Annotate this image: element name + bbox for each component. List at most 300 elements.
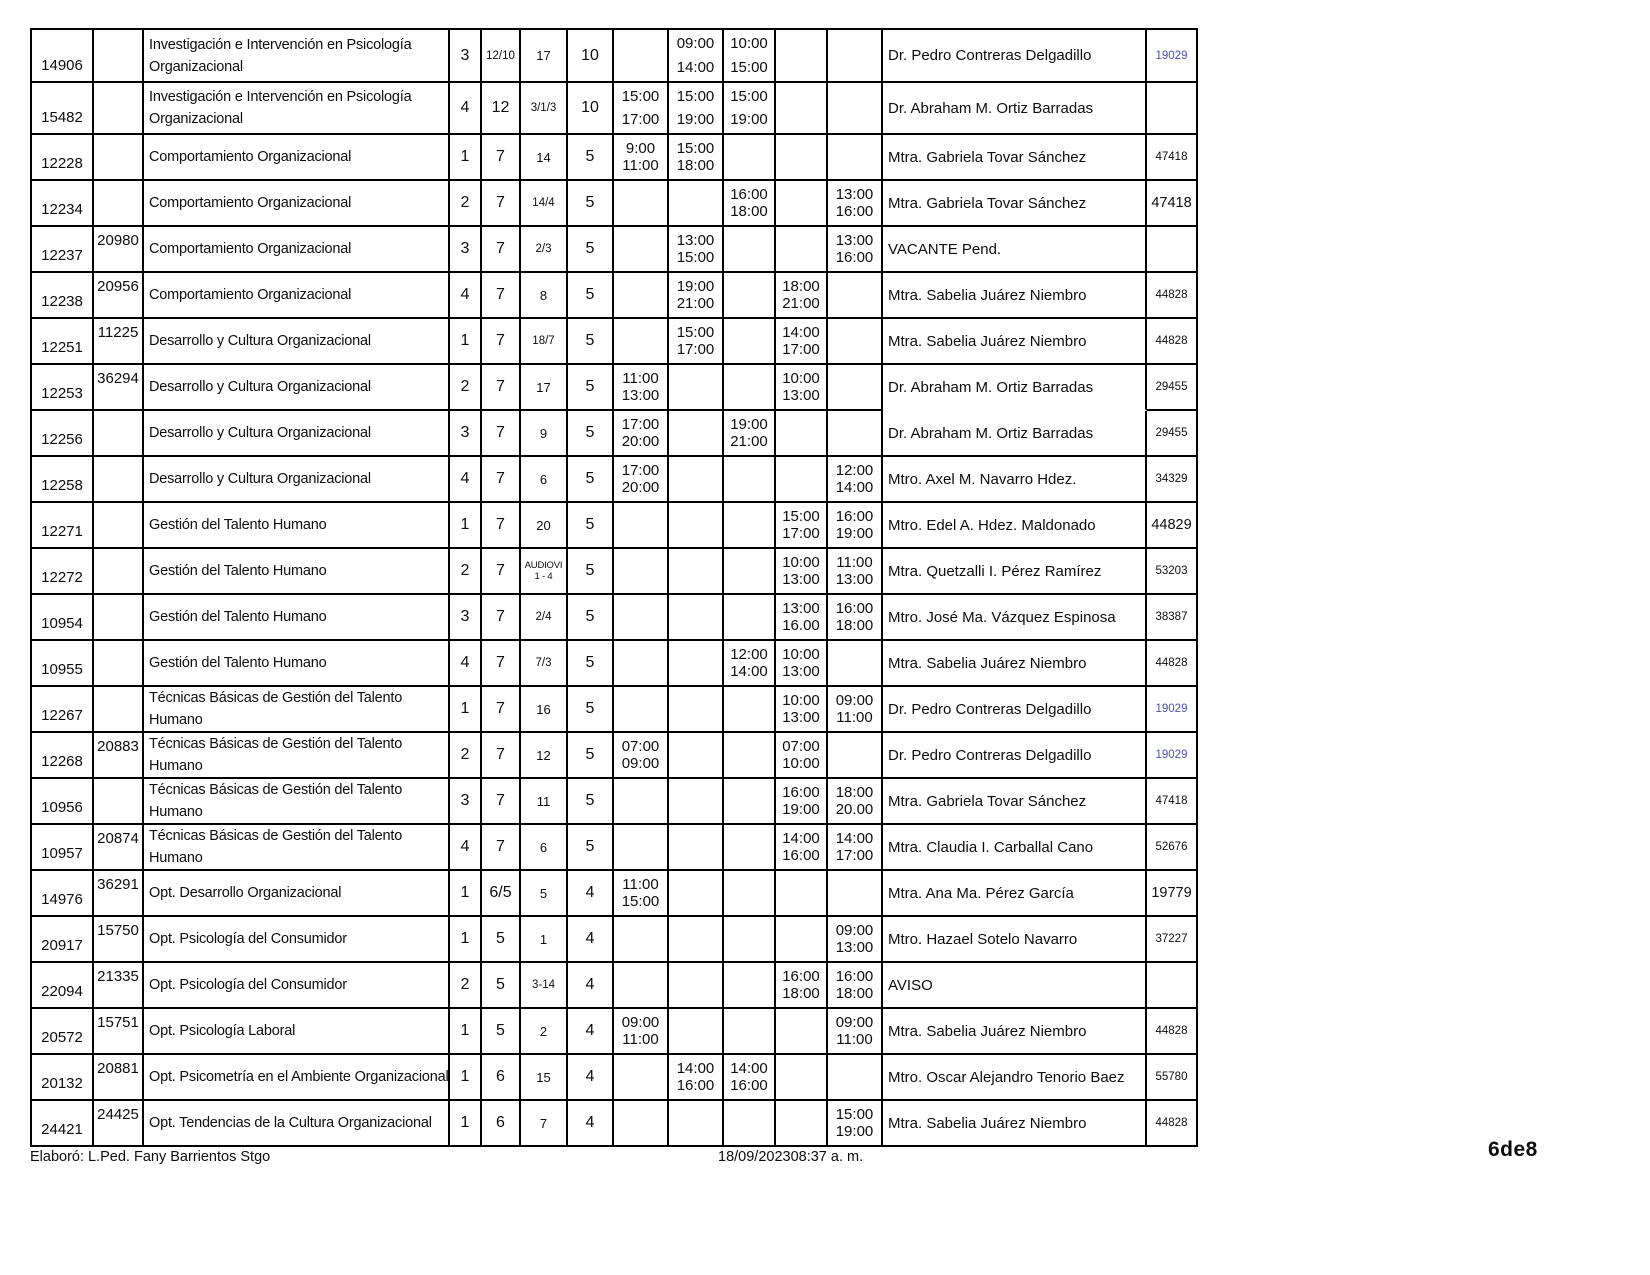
room-line: AUDIOVI [524,560,563,571]
day5-times-cell [828,83,883,135]
day2-times-cell [669,181,724,227]
day2-times-cell [669,733,724,779]
professor-cell: AVISO [883,963,1147,1009]
professor-cell: Mtra. Gabriela Tovar Sánchez [883,181,1147,227]
start-time: 15:00 [676,140,715,157]
employee-id-cell: 47418 [1147,779,1198,825]
professor-cell: Dr. Abraham M. Ortiz Barradas [883,365,1147,411]
schedule-row [32,83,1198,135]
day4-times-cell [776,871,828,917]
schedule-row [32,227,1198,273]
credits-cell: 5 [568,733,614,779]
professor-cell: Dr. Pedro Contreras Delgadillo [883,733,1147,779]
course-code-cell: 12256 [32,411,94,457]
day4-times-cell [776,595,828,641]
professor-cell: Mtra. Gabriela Tovar Sánchez [883,135,1147,181]
course-name-line: Técnicas Básicas de Gestión del Talento [149,690,403,706]
professor-cell: Mtra. Quetzalli I. Pérez Ramírez [883,549,1147,595]
day3-times-cell [724,83,776,135]
employee-id-cell: 44829 [1147,503,1198,549]
credits-cell: 5 [568,227,614,273]
employee-id-cell: 19029 [1147,687,1198,733]
course-name-cell [144,83,450,135]
end-time: 19:00 [730,111,768,128]
day5-times-cell [828,963,883,1009]
day3-times-cell [724,779,776,825]
credits-cell: 5 [568,687,614,733]
group-cell: 4 [450,825,482,871]
day2-times-cell [669,411,724,457]
course-name-line: Humano [149,850,203,866]
semester-cell: 6 [482,1101,521,1147]
semester-cell: 7 [482,779,521,825]
day4-times-cell [776,503,828,549]
credits-cell: 4 [568,1009,614,1055]
day5-times-cell [828,227,883,273]
course-name-cell [144,687,450,733]
secondary-code-cell [94,779,144,825]
schedule-row [32,365,1198,411]
start-time: 07:00 [621,738,660,755]
course-name-cell: Opt. Psicología del Consumidor [144,917,450,963]
employee-id-cell: 37227 [1147,917,1198,963]
employee-id-cell: 44828 [1147,273,1198,319]
end-time: 11:00 [622,1031,659,1048]
end-time: 18:00 [835,617,874,634]
room-cell: 15 [521,1055,568,1101]
schedule-row [32,917,1198,963]
end-time: 19:00 [676,111,715,128]
day3-times-cell [724,733,776,779]
end-time: 14:00 [676,59,715,76]
day4-times-cell [776,825,828,871]
course-name-cell [144,733,450,779]
secondary-code-cell [94,457,144,503]
day3-times-cell [724,917,776,963]
course-name-cell: Desarrollo y Cultura Organizacional [144,319,450,365]
day1-times-cell [614,1009,669,1055]
course-name-cell: Gestión del Talento Humano [144,503,450,549]
day1-times-cell [614,1055,669,1101]
day5-times-cell [828,549,883,595]
start-time: 15:00 [782,508,820,525]
professor-cell: VACANTE Pend. [883,227,1147,273]
end-time: 18:00 [782,985,820,1002]
start-time: 14:00 [835,830,874,847]
semester-cell: 6/5 [482,871,521,917]
day4-times-cell [776,779,828,825]
secondary-code-cell: 36291 [94,871,144,917]
secondary-code-cell: 20881 [94,1055,144,1101]
course-name-line: Técnicas Básicas de Gestión del Talento [149,736,403,752]
room-cell: 3-14 [521,963,568,1009]
day1-times-cell [614,963,669,1009]
employee-id-cell: 19779 [1147,871,1198,917]
start-time: 10:00 [782,554,820,571]
day1-times-cell [614,503,669,549]
schedule-row [32,319,1198,365]
start-time: 18:00 [782,278,820,295]
employee-id-cell: 34329 [1147,457,1198,503]
day3-times-cell [724,227,776,273]
group-cell: 1 [450,135,482,181]
course-name-cell: Opt. Psicología del Consumidor [144,963,450,1009]
day3-times-cell [724,273,776,319]
employee-id-cell: 19029 [1147,733,1198,779]
course-name-cell: Comportamiento Organizacional [144,135,450,181]
day2-times-cell [669,779,724,825]
secondary-code-cell [94,503,144,549]
end-time: 17:00 [782,525,820,542]
end-time: 15:00 [730,59,768,76]
semester-cell: 7 [482,411,521,457]
credits-cell: 4 [568,1101,614,1147]
day5-times-cell [828,871,883,917]
start-time: 10:00 [782,646,820,663]
room-line: 1 - 4 [534,571,553,582]
start-time: 15:00 [730,88,768,105]
group-cell: 1 [450,1101,482,1147]
group-cell: 2 [450,181,482,227]
day1-times-cell [614,411,669,457]
course-code-cell: 12234 [32,181,94,227]
room-cell: 12 [521,733,568,779]
employee-id-cell: 47418 [1147,181,1198,227]
credits-cell: 5 [568,457,614,503]
professor-cell: Dr. Abraham M. Ortiz Barradas [883,83,1147,135]
day3-times-cell [724,641,776,687]
schedule-row [32,549,1198,595]
day4-times-cell [776,30,828,83]
end-time: 16:00 [835,249,874,266]
day2-times-cell [669,871,724,917]
semester-cell: 7 [482,641,521,687]
credits-cell: 4 [568,871,614,917]
group-cell: 1 [450,503,482,549]
professor-cell: Mtro. José Ma. Vázquez Espinosa [883,595,1147,641]
course-name-cell: Gestión del Talento Humano [144,641,450,687]
credits-cell: 5 [568,365,614,411]
schedule-row [32,963,1198,1009]
course-name-line: Investigación e Intervención en Psicología [149,89,412,105]
semester-cell: 7 [482,549,521,595]
semester-cell: 7 [482,319,521,365]
day4-times-cell [776,1101,828,1147]
schedule-table [30,28,1198,1147]
employee-id-cell: 44828 [1147,1009,1198,1055]
schedule-row [32,181,1198,227]
employee-id-cell: 52676 [1147,825,1198,871]
schedule-row [32,871,1198,917]
semester-cell: 7 [482,457,521,503]
group-cell: 4 [450,83,482,135]
schedule-row [32,1101,1198,1147]
group-cell: 4 [450,641,482,687]
course-code-cell: 12272 [32,549,94,595]
room-cell: 11 [521,779,568,825]
employee-id-cell: 47418 [1147,135,1198,181]
course-code-cell: 12267 [32,687,94,733]
semester-cell: 6 [482,1055,521,1101]
room-cell: 9 [521,411,568,457]
schedule-row [32,1009,1198,1055]
semester-cell: 5 [482,963,521,1009]
start-time: 16:00 [782,968,820,985]
credits-cell: 5 [568,181,614,227]
employee-id-cell: 38387 [1147,595,1198,641]
day1-times-cell [614,135,669,181]
day3-times-cell [724,135,776,181]
day3-times-cell [724,1101,776,1147]
schedule-row [32,411,1198,457]
course-code-cell: 10956 [32,779,94,825]
group-cell: 1 [450,917,482,963]
day5-times-cell [828,733,883,779]
group-cell: 4 [450,457,482,503]
secondary-code-cell [94,83,144,135]
day5-times-cell [828,1055,883,1101]
start-time: 16:00 [835,600,874,617]
end-time: 18:00 [676,157,715,174]
course-name-cell [144,30,450,83]
start-time: 09:00 [835,1014,874,1031]
day1-times-cell [614,825,669,871]
day4-times-cell [776,549,828,595]
page-number: 6de8 [1488,1138,1538,1161]
group-cell: 3 [450,779,482,825]
day3-times-cell [724,871,776,917]
day4-times-cell [776,273,828,319]
day1-times-cell [614,871,669,917]
end-time: 13:00 [621,387,660,404]
secondary-code-cell: 20874 [94,825,144,871]
end-time: 15:00 [621,893,660,910]
employee-id-cell: 29455 [1147,365,1198,411]
professor-cell: Mtra. Sabelia Juárez Niembro [883,1101,1147,1147]
secondary-code-cell [94,595,144,641]
day4-times-cell [776,1009,828,1055]
start-time: 15:00 [835,1106,874,1123]
course-code-cell: 12237 [32,227,94,273]
day5-times-cell [828,273,883,319]
schedule-row [32,1055,1198,1101]
employee-id-cell: 53203 [1147,549,1198,595]
start-time: 19:00 [730,416,768,433]
end-time: 17:00 [621,111,660,128]
room-cell: 2/3 [521,227,568,273]
start-time: 18:00 [835,784,874,801]
credits-cell: 5 [568,595,614,641]
group-cell: 3 [450,227,482,273]
group-cell: 4 [450,273,482,319]
course-name-cell [144,779,450,825]
course-code-cell: 10957 [32,825,94,871]
group-cell: 1 [450,1009,482,1055]
day4-times-cell [776,1055,828,1101]
professor-cell: Mtra. Sabelia Juárez Niembro [883,641,1147,687]
semester-cell: 7 [482,135,521,181]
secondary-code-cell [94,181,144,227]
end-time: 16:00 [782,847,820,864]
schedule-row [32,457,1198,503]
end-time: 13:00 [835,571,874,588]
credits-cell: 10 [568,30,614,83]
day2-times-cell [669,595,724,641]
end-time: 21:00 [676,295,715,312]
day1-times-cell [614,779,669,825]
day1-times-cell [614,549,669,595]
course-code-cell: 24421 [32,1101,94,1147]
day1-times-cell [614,365,669,411]
end-time: 13:00 [782,709,820,726]
professor-cell: Mtra. Claudia I. Carballal Cano [883,825,1147,871]
end-time: 14:00 [835,479,874,496]
room-cell: 16 [521,687,568,733]
end-time: 14:00 [730,663,768,680]
start-time: 16:00 [835,968,874,985]
day1-times-cell [614,641,669,687]
semester-cell: 7 [482,503,521,549]
schedule-row [32,135,1198,181]
course-code-cell: 14906 [32,30,94,83]
day5-times-cell [828,135,883,181]
day5-times-cell [828,779,883,825]
course-code-cell: 12238 [32,273,94,319]
day4-times-cell [776,457,828,503]
course-code-cell: 20917 [32,917,94,963]
day2-times-cell [669,457,724,503]
day5-times-cell [828,641,883,687]
room-cell: 17 [521,365,568,411]
day5-times-cell [828,687,883,733]
course-name-line: Técnicas Básicas de Gestión del Talento [149,828,403,844]
semester-cell: 7 [482,825,521,871]
day1-times-cell [614,227,669,273]
print-timestamp: 18/09/202308:37 a. m. [718,1149,864,1165]
schedule-row [32,733,1198,779]
end-time: 11:00 [622,157,659,174]
course-code-cell: 12253 [32,365,94,411]
professor-cell: Mtro. Axel M. Navarro Hdez. [883,457,1147,503]
start-time: 07:00 [782,738,820,755]
day4-times-cell [776,319,828,365]
room-cell: 7/3 [521,641,568,687]
professor-cell: Mtro. Hazael Sotelo Navarro [883,917,1147,963]
course-name-cell: Desarrollo y Cultura Organizacional [144,411,450,457]
day2-times-cell [669,963,724,1009]
semester-cell: 12/10 [482,30,521,83]
day1-times-cell [614,273,669,319]
start-time: 11:00 [836,554,873,571]
day2-times-cell [669,641,724,687]
credits-cell: 5 [568,549,614,595]
room-cell [521,549,568,595]
room-cell: 8 [521,273,568,319]
secondary-code-cell: 24425 [94,1101,144,1147]
end-time: 09:00 [621,755,660,772]
start-time: 10:00 [782,370,820,387]
course-code-cell: 12251 [32,319,94,365]
course-code-cell: 15482 [32,83,94,135]
end-time: 11:00 [836,709,873,726]
day2-times-cell [669,1009,724,1055]
day3-times-cell [724,595,776,641]
secondary-code-cell: 20980 [94,227,144,273]
day1-times-cell [614,595,669,641]
day1-times-cell [614,457,669,503]
professor-cell: Dr. Pedro Contreras Delgadillo [883,30,1147,83]
professor-cell: Mtra. Gabriela Tovar Sánchez [883,779,1147,825]
secondary-code-cell [94,641,144,687]
schedule-row [32,825,1198,871]
course-name-line: Organizacional [149,58,243,75]
start-time: 09:00 [835,922,874,939]
day3-times-cell [724,365,776,411]
course-name-line: Humano [149,712,203,728]
day5-times-cell [828,1101,883,1147]
day4-times-cell [776,181,828,227]
day2-times-cell [669,917,724,963]
room-cell: 3/1/3 [521,83,568,135]
course-name-cell: Desarrollo y Cultura Organizacional [144,457,450,503]
professor-cell: Mtro. Oscar Alejandro Tenorio Baez [883,1055,1147,1101]
room-cell: 18/7 [521,319,568,365]
day4-times-cell [776,411,828,457]
day2-times-cell [669,273,724,319]
professor-cell: Mtra. Sabelia Juárez Niembro [883,1009,1147,1055]
day4-times-cell [776,687,828,733]
course-name-line: Investigación e Intervención en Psicología [149,36,412,53]
end-time: 15:00 [676,249,715,266]
secondary-code-cell: 15751 [94,1009,144,1055]
schedule-row [32,273,1198,319]
room-cell: 1 [521,917,568,963]
start-time: 15:00 [676,324,715,341]
start-time: 14:00 [782,830,820,847]
employee-id-cell: 44828 [1147,319,1198,365]
start-time: 13:00 [835,186,874,203]
start-time: 15:00 [676,88,715,105]
room-cell: 6 [521,825,568,871]
start-time: 17:00 [621,416,660,433]
course-code-cell: 20572 [32,1009,94,1055]
semester-cell: 5 [482,917,521,963]
end-time: 16:00 [730,1077,768,1094]
secondary-code-cell: 20956 [94,273,144,319]
day1-times-cell [614,687,669,733]
semester-cell: 12 [482,83,521,135]
semester-cell: 5 [482,1009,521,1055]
day4-times-cell [776,365,828,411]
group-cell: 3 [450,411,482,457]
start-time: 14:00 [676,1060,715,1077]
group-cell: 1 [450,1055,482,1101]
start-time: 13:00 [835,232,874,249]
day1-times-cell [614,181,669,227]
course-name-cell: Gestión del Talento Humano [144,549,450,595]
professor-cell: Dr. Pedro Contreras Delgadillo [883,687,1147,733]
start-time: 16:00 [782,784,820,801]
group-cell: 2 [450,963,482,1009]
semester-cell: 7 [482,365,521,411]
schedule-row [32,503,1198,549]
day5-times-cell [828,30,883,83]
course-name-cell: Comportamiento Organizacional [144,181,450,227]
schedule-row [32,687,1198,733]
start-time: 10:00 [730,35,768,52]
start-time: 9:00 [625,140,656,157]
secondary-code-cell: 36294 [94,365,144,411]
